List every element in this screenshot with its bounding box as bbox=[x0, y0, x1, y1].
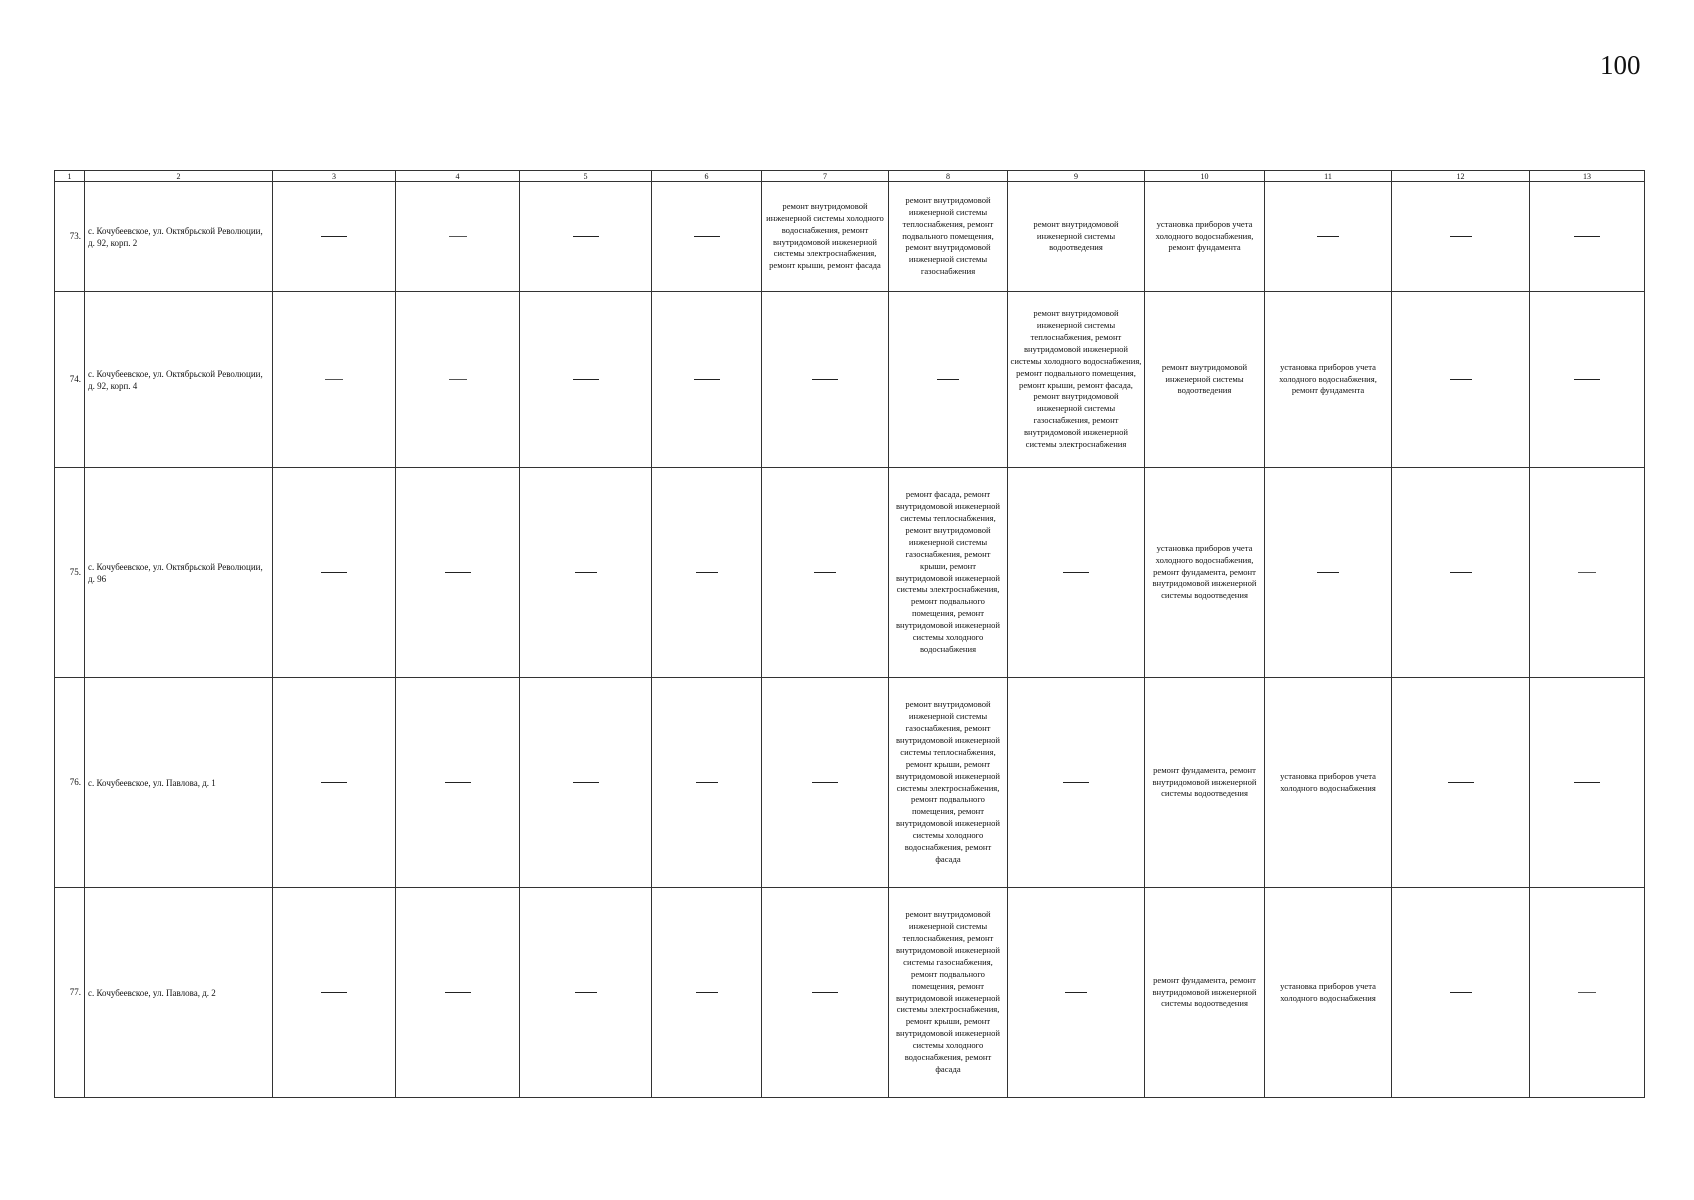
dash-mark bbox=[573, 379, 599, 380]
table-row bbox=[55, 292, 1645, 468]
dash-mark bbox=[1574, 782, 1600, 783]
address-cell: с. Кочубеевское, ул. Октябрьской Революции, д. 92, корп. 4 bbox=[85, 292, 273, 468]
column-number: 9 bbox=[1008, 171, 1145, 182]
empty-cell bbox=[1530, 888, 1645, 1098]
empty-cell bbox=[1265, 468, 1392, 678]
empty-cell bbox=[1392, 468, 1530, 678]
work-cell: ремонт фасада, ремонт внутридомовой инженерной системы теплоснабжения, ремонт внутридомовой инженерной системы газоснабжения, ремонт крыши, ремонт внутридомовой инженерной системы электроснабжения, ремонт подвального помещения, ремонт внутридомовой инженерной системы холодного водоснабжения bbox=[889, 468, 1008, 678]
work-cell: ремонт фундамента, ремонт внутридомовой инженерной системы водоотведения bbox=[1145, 678, 1265, 888]
column-number: 7 bbox=[762, 171, 889, 182]
empty-cell bbox=[1392, 888, 1530, 1098]
empty-cell bbox=[889, 292, 1008, 468]
dash-mark bbox=[321, 572, 347, 573]
dash-mark bbox=[573, 236, 599, 237]
dash-mark bbox=[1574, 236, 1600, 237]
empty-cell bbox=[396, 678, 520, 888]
dash-mark bbox=[696, 992, 718, 993]
row-number: 75. bbox=[55, 468, 85, 678]
dash-mark bbox=[1063, 572, 1089, 573]
empty-cell bbox=[273, 468, 396, 678]
dash-mark bbox=[445, 572, 471, 573]
address-cell: с. Кочубеевское, ул. Октябрьской Революции, д. 96 bbox=[85, 468, 273, 678]
work-cell: ремонт внутридомовой инженерной системы теплоснабжения, ремонт внутридомовой инженерной системы холодного водоснабжения, ремонт подвального помещения, ремонт крыши, ремонт фасада, ремонт внутридомовой инженерной системы газоснабжения, ремонт внутридомовой инженерной системы электроснабжения bbox=[1008, 292, 1145, 468]
work-cell: ремонт внутридомовой инженерной системы теплоснабжения, ремонт подвального помещения, ремонт внутридомовой инженерной системы газоснабжения bbox=[889, 182, 1008, 292]
dash-mark bbox=[1065, 992, 1087, 993]
column-number: 5 bbox=[520, 171, 652, 182]
work-cell: ремонт внутридомовой инженерной системы теплоснабжения, ремонт внутридомовой инженерной системы газоснабжения, ремонт подвального помещения, ремонт внутридомовой инженерной системы электроснабжения, ремонт крыши, ремонт внутридомовой инженерной системы холодного водоснабжения, ремонт фасада bbox=[889, 888, 1008, 1098]
address-cell: с. Кочубеевское, ул. Павлова, д. 2 bbox=[85, 888, 273, 1098]
empty-cell bbox=[652, 888, 762, 1098]
row-number: 74. bbox=[55, 292, 85, 468]
dash-mark bbox=[812, 992, 838, 993]
dash-mark bbox=[1450, 572, 1472, 573]
dash-mark bbox=[1450, 236, 1472, 237]
table-row bbox=[55, 678, 1645, 888]
empty-cell bbox=[1008, 678, 1145, 888]
dash-mark bbox=[445, 992, 471, 993]
address-cell: с. Кочубеевское, ул. Октябрьской Революции, д. 92, корп. 2 bbox=[85, 182, 273, 292]
dash-mark bbox=[575, 992, 597, 993]
dash-mark bbox=[696, 782, 718, 783]
column-number: 8 bbox=[889, 171, 1008, 182]
work-cell: установка приборов учета холодного водоснабжения, ремонт фундамента, ремонт внутридомовой инженерной системы водоотведения bbox=[1145, 468, 1265, 678]
empty-cell bbox=[520, 468, 652, 678]
dash-mark bbox=[1317, 572, 1339, 573]
empty-cell bbox=[520, 888, 652, 1098]
empty-cell bbox=[1265, 182, 1392, 292]
empty-cell bbox=[396, 182, 520, 292]
row-number: 73. bbox=[55, 182, 85, 292]
dash-mark bbox=[812, 379, 838, 380]
column-number: 12 bbox=[1392, 171, 1530, 182]
page-number: 100 bbox=[1600, 50, 1641, 80]
column-number: 4 bbox=[396, 171, 520, 182]
dash-mark bbox=[694, 379, 720, 380]
table-row bbox=[55, 468, 1645, 678]
column-number: 11 bbox=[1265, 171, 1392, 182]
empty-cell bbox=[1530, 678, 1645, 888]
empty-cell bbox=[1530, 182, 1645, 292]
dash-mark bbox=[1578, 992, 1596, 993]
column-number: 13 bbox=[1530, 171, 1645, 182]
table-row bbox=[55, 888, 1645, 1098]
dash-mark bbox=[696, 572, 718, 573]
empty-cell bbox=[1008, 468, 1145, 678]
empty-cell bbox=[273, 678, 396, 888]
empty-cell bbox=[396, 468, 520, 678]
dash-mark bbox=[449, 379, 467, 380]
column-number-header-row bbox=[55, 171, 1645, 182]
dash-mark bbox=[1450, 992, 1472, 993]
empty-cell bbox=[273, 182, 396, 292]
row-number: 77. bbox=[55, 888, 85, 1098]
empty-cell bbox=[652, 182, 762, 292]
empty-cell bbox=[762, 468, 889, 678]
column-number: 6 bbox=[652, 171, 762, 182]
work-cell: установка приборов учета холодного водоснабжения, ремонт фундамента bbox=[1145, 182, 1265, 292]
empty-cell bbox=[1392, 182, 1530, 292]
empty-cell bbox=[520, 182, 652, 292]
dash-mark bbox=[449, 236, 467, 237]
work-cell: установка приборов учета холодного водоснабжения bbox=[1265, 678, 1392, 888]
dash-mark bbox=[1574, 379, 1600, 380]
work-cell: установка приборов учета холодного водоснабжения bbox=[1265, 888, 1392, 1098]
empty-cell bbox=[273, 292, 396, 468]
dash-mark bbox=[937, 379, 959, 380]
row-number: 76. bbox=[55, 678, 85, 888]
dash-mark bbox=[321, 782, 347, 783]
empty-cell bbox=[1008, 888, 1145, 1098]
empty-cell bbox=[1392, 292, 1530, 468]
empty-cell bbox=[1392, 678, 1530, 888]
dash-mark bbox=[1450, 379, 1472, 380]
empty-cell bbox=[396, 292, 520, 468]
work-cell: установка приборов учета холодного водоснабжения, ремонт фундамента bbox=[1265, 292, 1392, 468]
dash-mark bbox=[325, 379, 343, 380]
address-cell: с. Кочубеевское, ул. Павлова, д. 1 bbox=[85, 678, 273, 888]
work-cell: ремонт внутридомовой инженерной системы водоотведения bbox=[1145, 292, 1265, 468]
empty-cell bbox=[652, 468, 762, 678]
dash-mark bbox=[1317, 236, 1339, 237]
empty-cell bbox=[762, 678, 889, 888]
work-cell: ремонт внутридомовой инженерной системы холодного водоснабжения, ремонт внутридомовой инженерной системы электроснабжения, ремонт крыши, ремонт фасада bbox=[762, 182, 889, 292]
empty-cell bbox=[520, 292, 652, 468]
work-cell: ремонт внутридомовой инженерной системы газоснабжения, ремонт внутридомовой инженерной системы теплоснабжения, ремонт крыши, ремонт внутридомовой инженерной системы электроснабжения, ремонт подвального помещения, ремонт внутридомовой инженерной системы холодного водоснабжения, ремонт фасада bbox=[889, 678, 1008, 888]
dash-mark bbox=[1448, 782, 1474, 783]
dash-mark bbox=[694, 236, 720, 237]
column-number: 3 bbox=[273, 171, 396, 182]
table-row bbox=[55, 182, 1645, 292]
dash-mark bbox=[573, 782, 599, 783]
empty-cell bbox=[1530, 292, 1645, 468]
empty-cell bbox=[652, 678, 762, 888]
empty-cell bbox=[762, 292, 889, 468]
empty-cell bbox=[1530, 468, 1645, 678]
work-cell: ремонт внутридомовой инженерной системы водоотведения bbox=[1008, 182, 1145, 292]
repair-schedule-table bbox=[54, 170, 1645, 1098]
column-number: 2 bbox=[85, 171, 273, 182]
empty-cell bbox=[520, 678, 652, 888]
column-number: 1 bbox=[55, 171, 85, 182]
empty-cell bbox=[652, 292, 762, 468]
dash-mark bbox=[575, 572, 597, 573]
dash-mark bbox=[812, 782, 838, 783]
dash-mark bbox=[445, 782, 471, 783]
empty-cell bbox=[762, 888, 889, 1098]
empty-cell bbox=[396, 888, 520, 1098]
dash-mark bbox=[1578, 572, 1596, 573]
empty-cell bbox=[273, 888, 396, 1098]
dash-mark bbox=[814, 572, 836, 573]
dash-mark bbox=[321, 236, 347, 237]
column-number: 10 bbox=[1145, 171, 1265, 182]
dash-mark bbox=[321, 992, 347, 993]
dash-mark bbox=[1063, 782, 1089, 783]
work-cell: ремонт фундамента, ремонт внутридомовой инженерной системы водоотведения bbox=[1145, 888, 1265, 1098]
